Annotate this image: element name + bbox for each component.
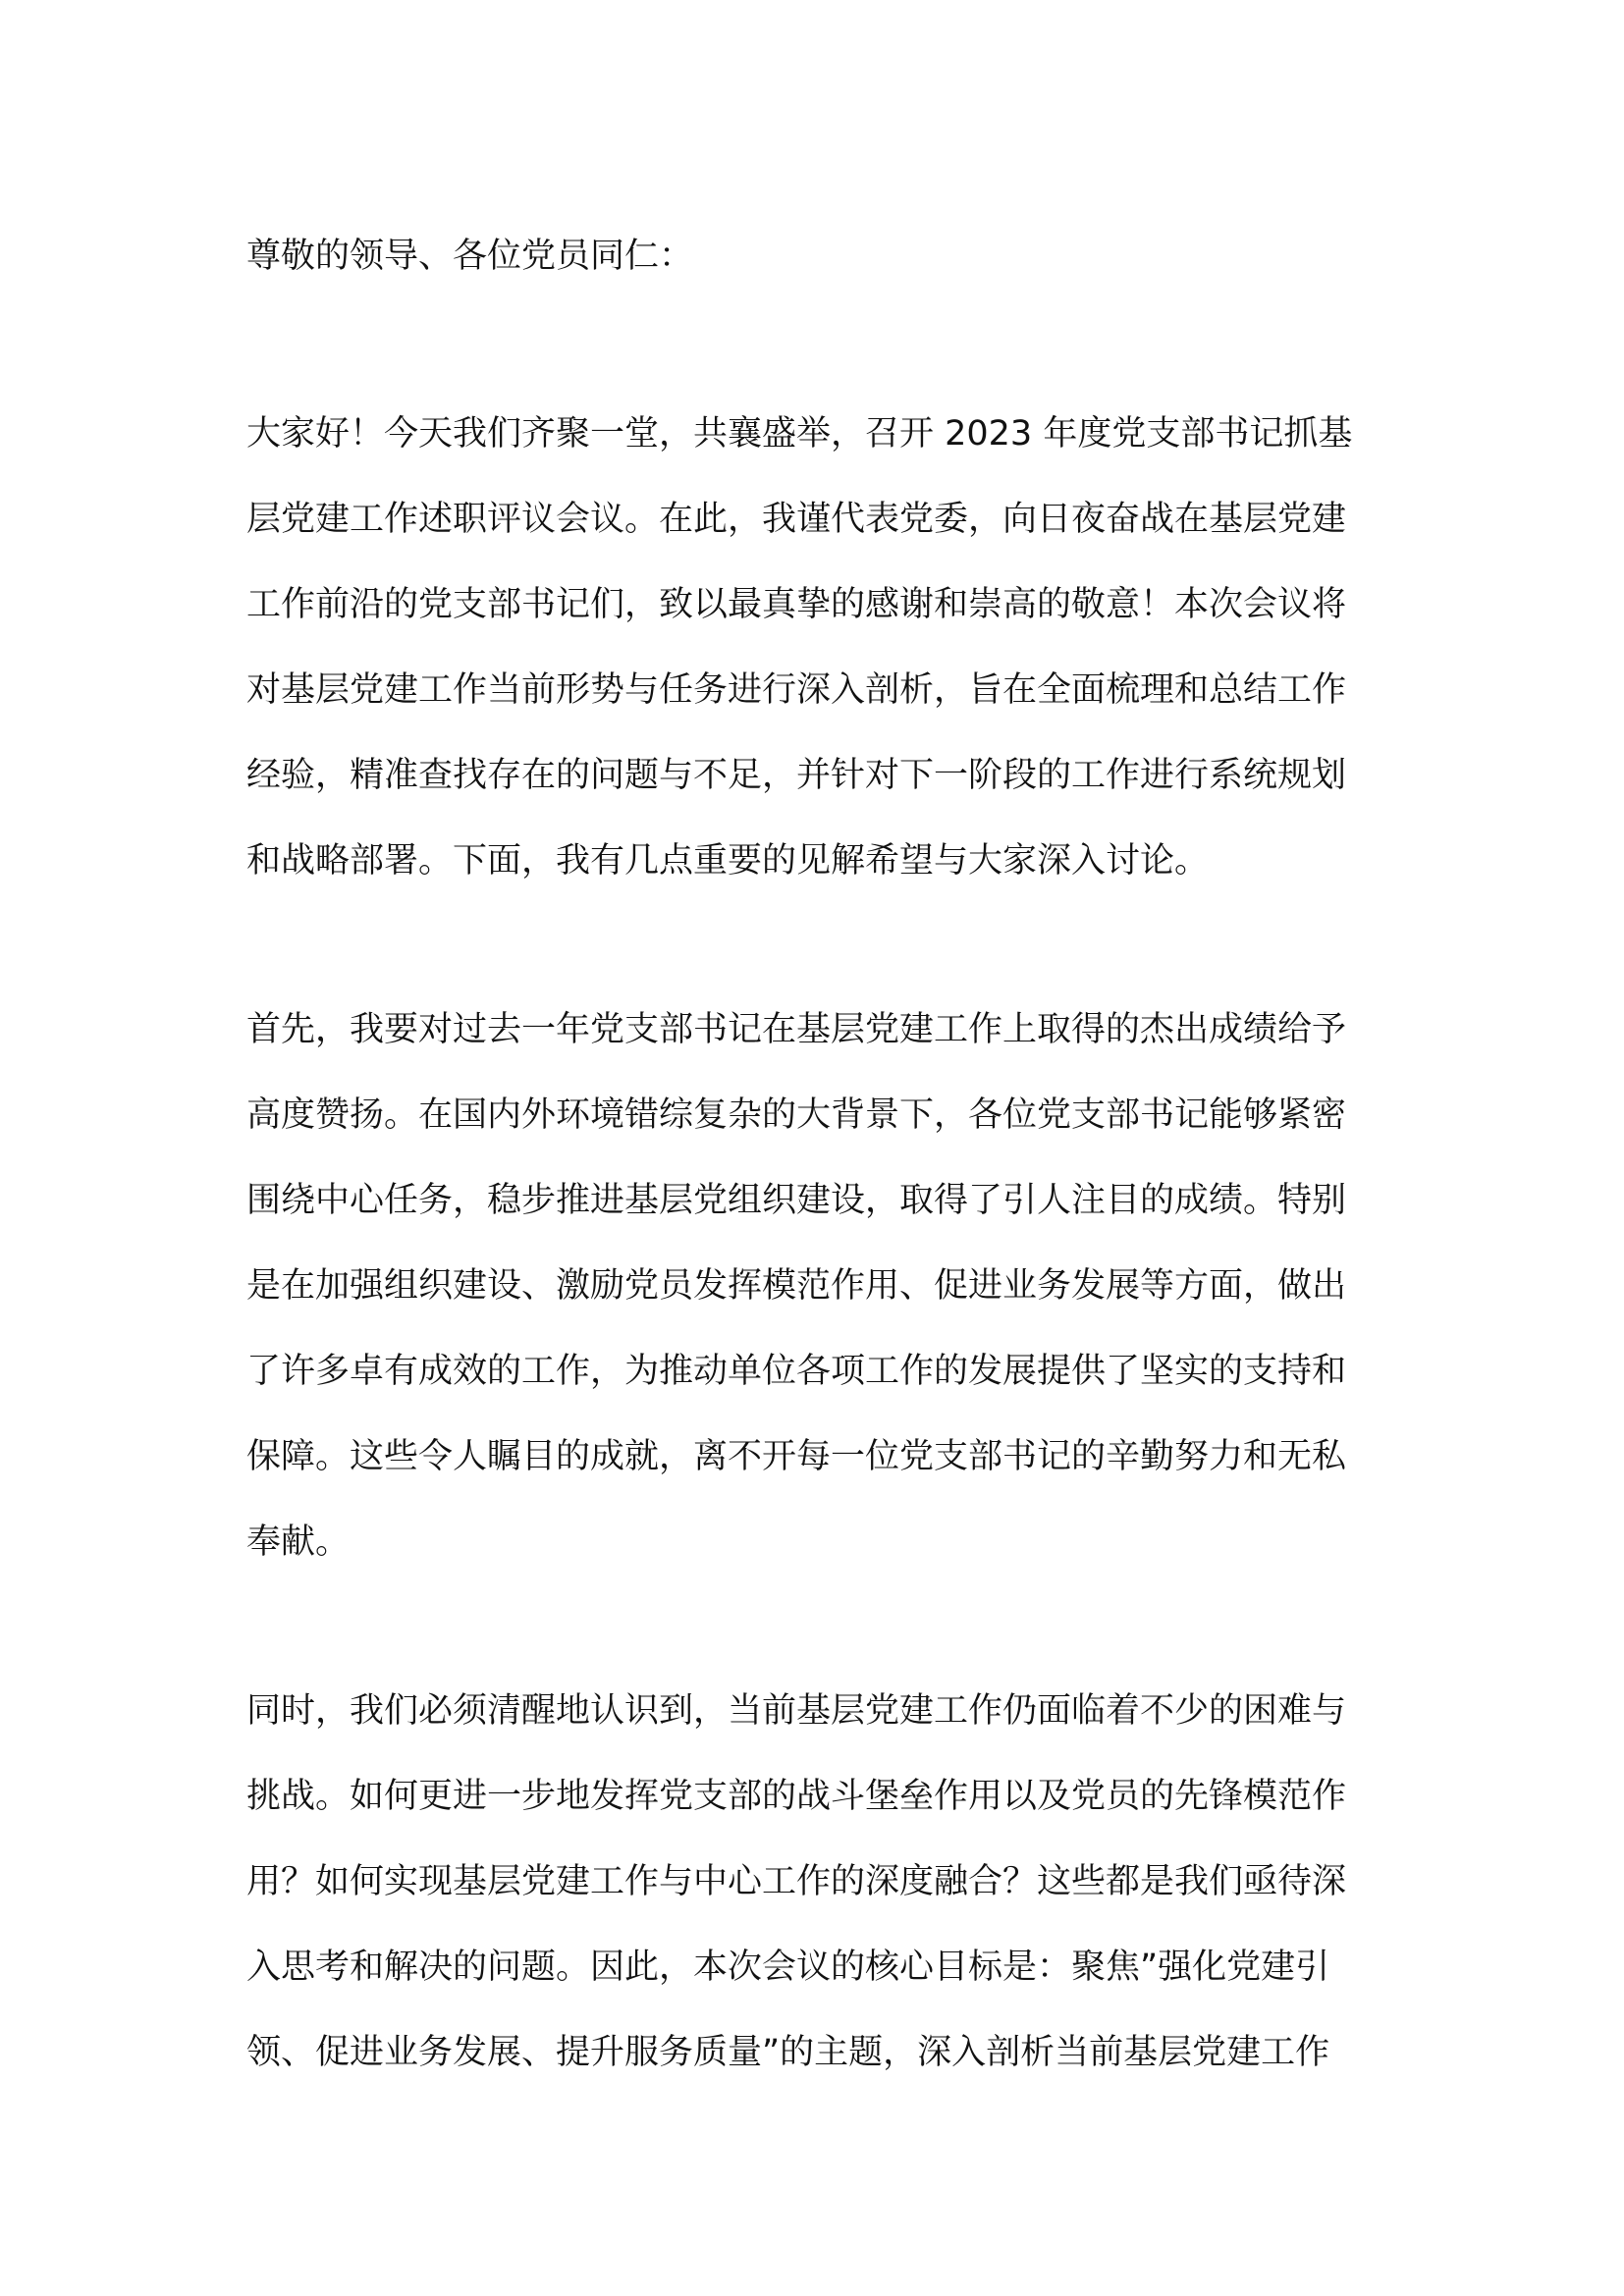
paragraph-line: 入思考和解决的问题。因此，本次会议的核心目标是：聚焦”强化党建引 [246, 1948, 1330, 1987]
paragraph-line: 和战略部署。下面，我有几点重要的见解希望与大家深入讨论。 [246, 841, 1210, 881]
paragraph-line: 工作前沿的党支部书记们，致以最真挚的感谢和崇高的敬意！本次会议将 [246, 585, 1347, 624]
paragraph-line: 同时，我们必须清醒地认识到，当前基层党建工作仍面临着不少的困难与 [246, 1691, 1347, 1731]
paragraph-1 [246, 392, 1385, 904]
paragraph-line: 大家好！今天我们齐聚一堂，共襄盛举，召开 2023 年度党支部书记抓基 [246, 414, 1353, 454]
paragraph-line: 奉献。 [246, 1522, 351, 1562]
paragraph-line: 高度赞扬。在国内外环境错综复杂的大背景下，各位党支部书记能够紧密 [246, 1095, 1347, 1135]
salutation [246, 214, 1385, 299]
paragraph-2 [246, 988, 1385, 1585]
paragraph-line: 层党建工作述职评议会议。在此，我谨代表党委，向日夜奋战在基层党建 [246, 500, 1347, 539]
salutation-line: 尊敬的领导、各位党员同仁： [246, 237, 694, 276]
paragraph-line: 经验，精准查找存在的问题与不足，并针对下一阶段的工作进行系统规划 [246, 756, 1347, 795]
paragraph-line: 围绕中心任务，稳步推进基层党组织建设，取得了引人注目的成绩。特别 [246, 1181, 1347, 1220]
paragraph-3 [246, 1669, 1385, 2096]
paragraph-line: 是在加强组织建设、激励党员发挥模范作用、促进业务发展等方面，做出 [246, 1266, 1347, 1306]
paragraph-line: 挑战。如何更进一步地发挥党支部的战斗堡垒作用以及党员的先锋模范作 [246, 1777, 1347, 1816]
paragraph-line: 首先，我要对过去一年党支部书记在基层党建工作上取得的杰出成绩给予 [246, 1010, 1347, 1049]
paragraph-line: 保障。这些令人瞩目的成就，离不开每一位党支部书记的辛勤努力和无私 [246, 1437, 1347, 1476]
paragraph-line: 领、促进业务发展、提升服务质量”的主题，深入剖析当前基层党建工作 [246, 2033, 1330, 2072]
paragraph-line: 对基层党建工作当前形势与任务进行深入剖析，旨在全面梳理和总结工作 [246, 670, 1347, 710]
paragraph-line: 了许多卓有成效的工作，为推动单位各项工作的发展提供了坚实的支持和 [246, 1352, 1347, 1391]
paragraph-line: 用？如何实现基层党建工作与中心工作的深度融合？这些都是我们亟待深 [246, 1862, 1347, 1901]
